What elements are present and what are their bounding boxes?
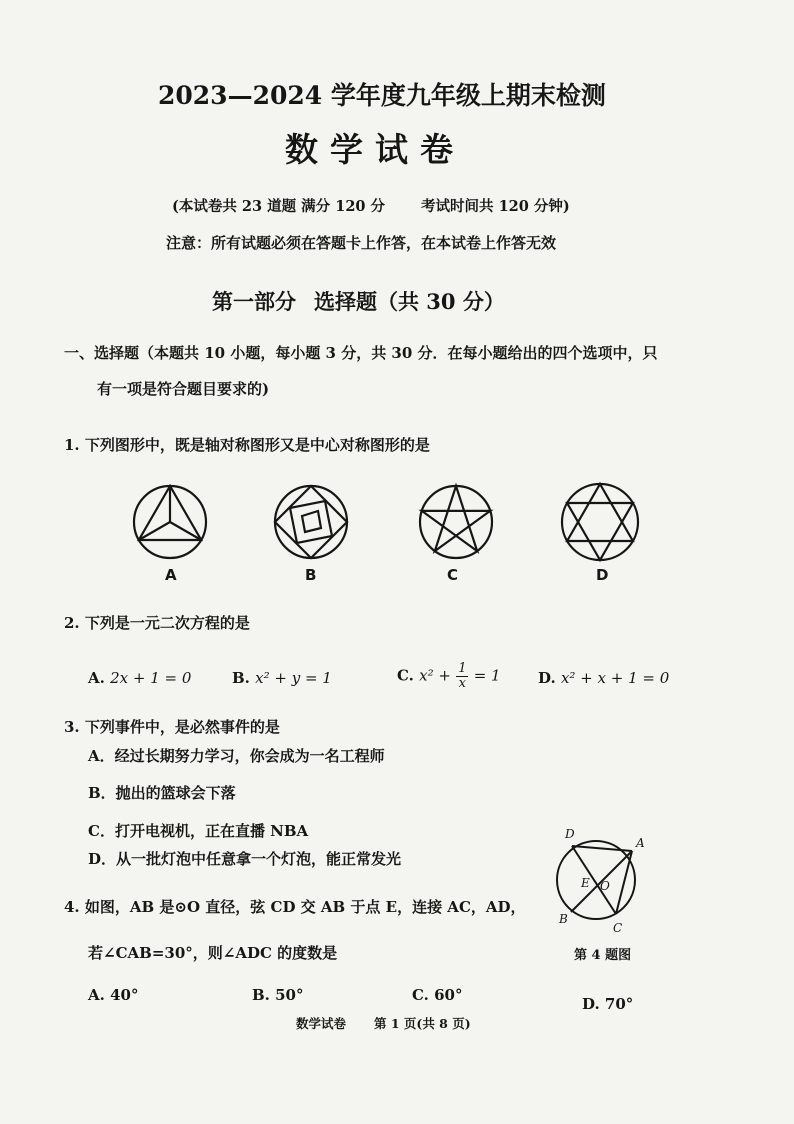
q3-option-b: B．抛出的篮球会下落 [88,784,236,802]
exam-title-year: 2023—2024 学年度九年级上期末检测 [158,81,606,110]
q2-option-d [538,669,669,687]
q4-option-d: D. 70° [582,995,634,1013]
q4-figure [557,841,635,919]
q3-stem: 3. 下列事件中，是必然事件的是 [64,718,280,736]
q4-stem-cont: 若∠CAB=30°，则∠ADC 的度数是 [88,944,338,962]
q4-option-c: C. 60° [412,986,463,1004]
q2-option-b-letter: B. [232,669,250,687]
q2-option-b-expr: x² + y = 1 [255,669,332,687]
page-footer [296,1014,471,1032]
q2-option-c [397,662,501,691]
part-title-name: 第一部分 [212,289,296,314]
exam-title-subject: 数学试卷 [285,130,465,169]
fraction-numerator: 1 [458,661,467,676]
q2-option-a [88,669,191,687]
q1-stem: 1. 下列图形中，既是轴对称图形又是中心对称图形的是 [64,436,430,454]
q3-option-c: C．打开电视机，正在直播 NBA [88,822,309,840]
q2-option-c-left: x² + [419,666,451,685]
q3-option-d: D．从一批灯泡中任意拿一个灯泡，能正常发光 [88,850,402,868]
q1-label-d: D [596,566,609,584]
q2-option-b [232,669,332,687]
q1-figure-c [420,486,492,558]
q2-option-c-letter: C. [397,666,414,685]
q2-option-c-right: = 1 [473,666,501,685]
q4-point-e: E [581,876,590,890]
q4-point-o: O [600,879,610,893]
q4-option-a: A. 40° [88,986,139,1004]
q1-label-c: C [447,566,459,584]
q2-option-d-expr: x² + x + 1 = 0 [560,669,670,687]
q4-stem: 4. 如图，AB 是⊙O 直径，弦 CD 交 AB 于点 E，连接 AC，AD， [64,898,526,916]
q2-stem: 2. 下列是一元二次方程的是 [64,614,250,632]
exam-info-questions: (本试卷共 23 道题 满分 120 分 [172,198,386,215]
section-instructions-line1: 一、选择题（本题共 10 小题，每小题 3 分，共 30 分．在每小题给出的四个选项中，只 [64,344,658,362]
exam-notice: 注意：所有试题必须在答题卡上作答，在本试卷上作答无效 [166,234,557,252]
fraction-denominator: x [458,676,466,691]
q4-point-d: D [565,827,575,841]
exam-info-time: 考试时间共 120 分钟) [421,198,570,215]
q4-option-b: B. 50° [252,986,304,1004]
q2-option-c-fraction [456,662,468,691]
q1-figure-b [275,486,347,558]
q1-label-b: B [305,566,317,584]
q4-figure-caption: 第 4 题图 [574,948,632,963]
footer-page-number: 第 1 页(共 8 页) [374,1016,471,1031]
q4-point-c: C [613,921,623,935]
q3-option-a: A．经过长期努力学习，你会成为一名工程师 [88,747,385,765]
footer-subject: 数学试卷 [296,1016,347,1031]
section-instructions-line2: 有一项是符合题目要求的) [97,380,270,398]
q1-label-a: A [165,566,177,584]
q4-point-a: A [636,836,645,850]
q1-figure-d [562,484,638,560]
q1-figure-a [134,486,206,558]
q4-point-b: B [559,912,568,926]
q2-option-a-expr: 2x + 1 = 0 [110,669,192,687]
q2-option-d-letter: D. [538,669,556,687]
part-title-desc: 选择题（共 30 分） [314,289,505,314]
q2-option-a-letter: A. [88,669,105,687]
